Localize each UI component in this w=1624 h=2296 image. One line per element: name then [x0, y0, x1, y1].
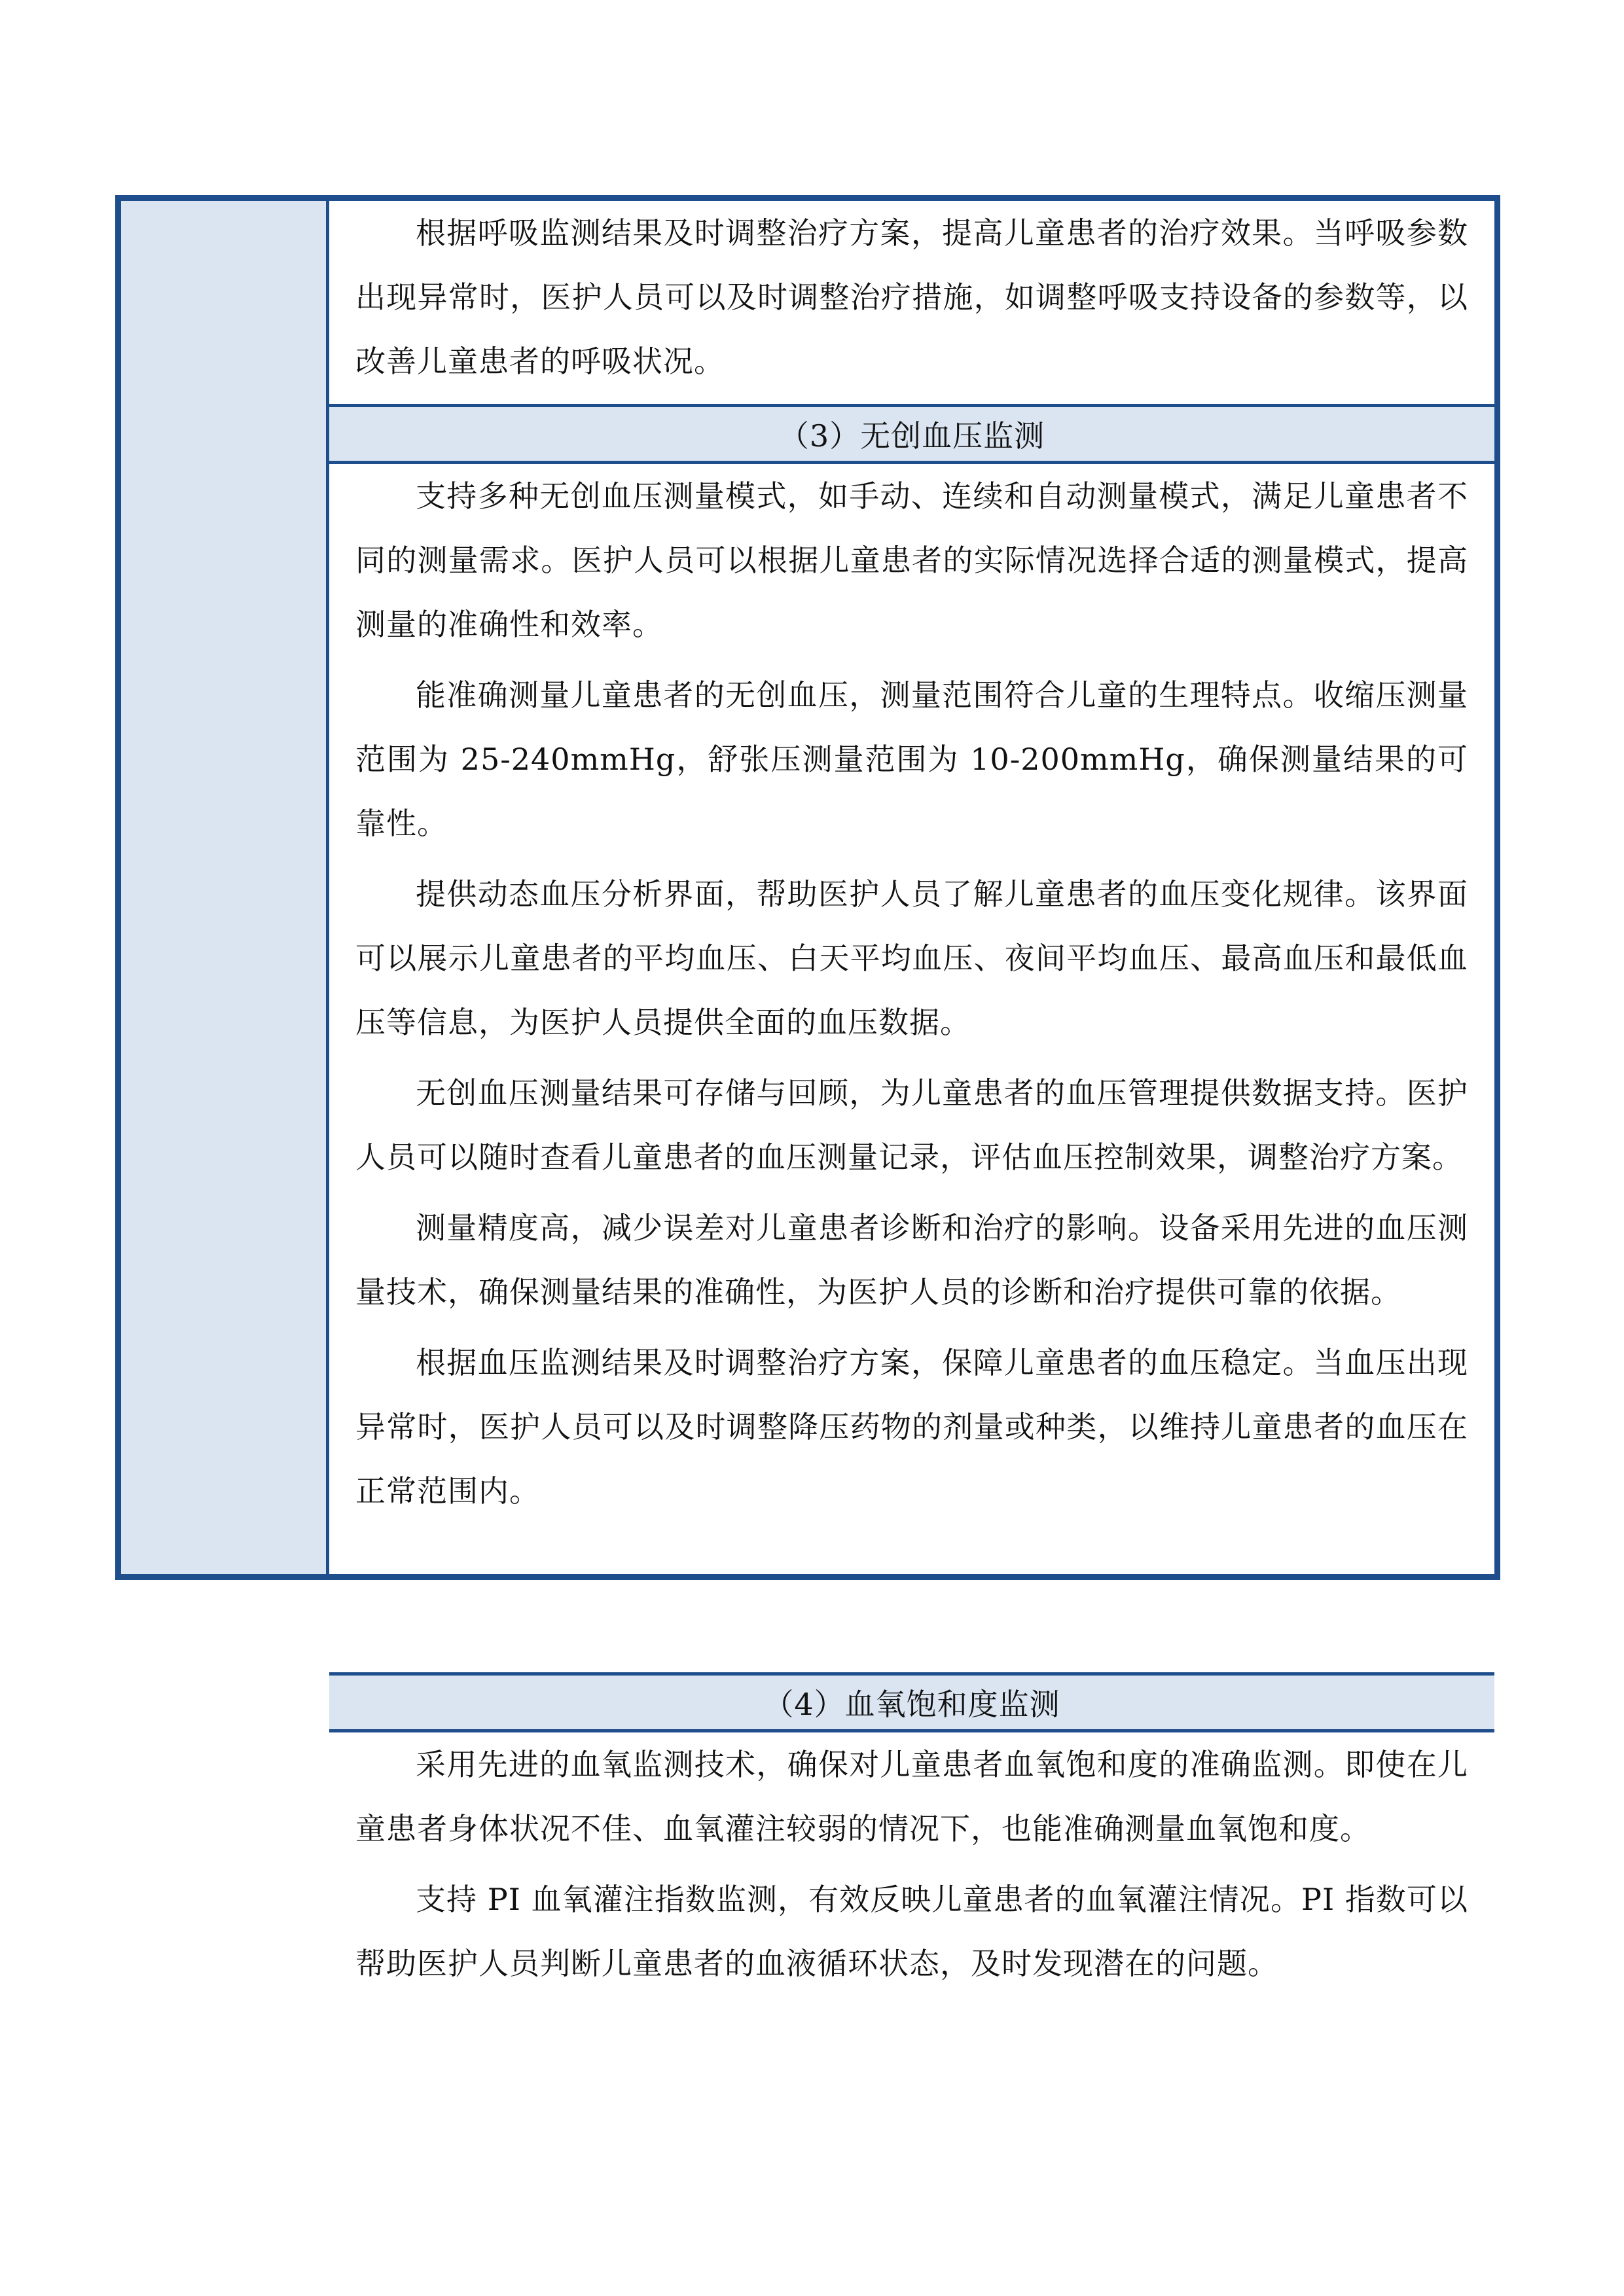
table-content-column — [329, 201, 1494, 1981]
section-header-nibp — [329, 404, 1494, 464]
section-title: （3）无创血压监测 — [778, 418, 1045, 454]
paragraph: 采用先进的血氧监测技术，确保对儿童患者血氧饱和度的准确监测。即使在儿童患者身体状况不佳、血氧灌注较弱的情况下，也能准确测量血氧饱和度。 — [355, 1747, 1468, 1846]
paragraph: 根据呼吸监测结果及时调整治疗方案，提高儿童患者的治疗效果。当呼吸参数出现异常时，医护人员可以及时调整治疗措施，如调整呼吸支持设备的参数等，以改善儿童患者的呼吸状况。 — [355, 215, 1468, 379]
table-side-column — [121, 201, 329, 1574]
paragraph: 根据血压监测结果及时调整治疗方案，保障儿童患者的血压稳定。当血压出现异常时，医护人员可以及时调整降压药物的剂量或种类，以维持儿童患者的血压在正常范围内。 — [355, 1345, 1468, 1509]
document-table — [115, 195, 1500, 1981]
paragraph: 支持多种无创血压测量模式，如手动、连续和自动测量模式，满足儿童患者不同的测量需求。医护人员可以根据儿童患者的实际情况选择合适的测量模式，提高测量的准确性和效率。 — [355, 478, 1468, 642]
continuation-text-block — [329, 201, 1494, 393]
paragraph: 能准确测量儿童患者的无创血压，测量范围符合儿童的生理特点。收缩压测量范围为 25-240mmHg，舒张压测量范围为 10-200mmHg，确保测量结果的可靠性。 — [355, 677, 1468, 841]
paragraph: 测量精度高，减少误差对儿童患者诊断和治疗的影响。设备采用先进的血压测量技术，确保测量结果的准确性，为医护人员的诊断和治疗提供可靠的依据。 — [355, 1210, 1468, 1310]
paragraph: 支持 PI 血氧灌注指数监测，有效反映儿童患者的血氧灌注情况。PI 指数可以帮助医护人员判断儿童患者的血液循环状态，及时发现潜在的问题。 — [355, 1882, 1468, 1981]
paragraph: 无创血压测量结果可存储与回顾，为儿童患者的血压管理提供数据支持。医护人员可以随时查看儿童患者的血压测量记录，评估血压控制效果，调整治疗方案。 — [355, 1075, 1468, 1175]
section-title: （4）血氧饱和度监测 — [763, 1687, 1060, 1722]
section-body-spo2 — [329, 1732, 1494, 1996]
section-body-nibp — [329, 464, 1494, 1523]
section-header-spo2 — [329, 1672, 1494, 1732]
paragraph: 提供动态血压分析界面，帮助医护人员了解儿童患者的血压变化规律。该界面可以展示儿童患者的平均血压、白天平均血压、夜间平均血压、最高血压和最低血压等信息，为医护人员提供全面的血压数据。 — [355, 876, 1468, 1040]
